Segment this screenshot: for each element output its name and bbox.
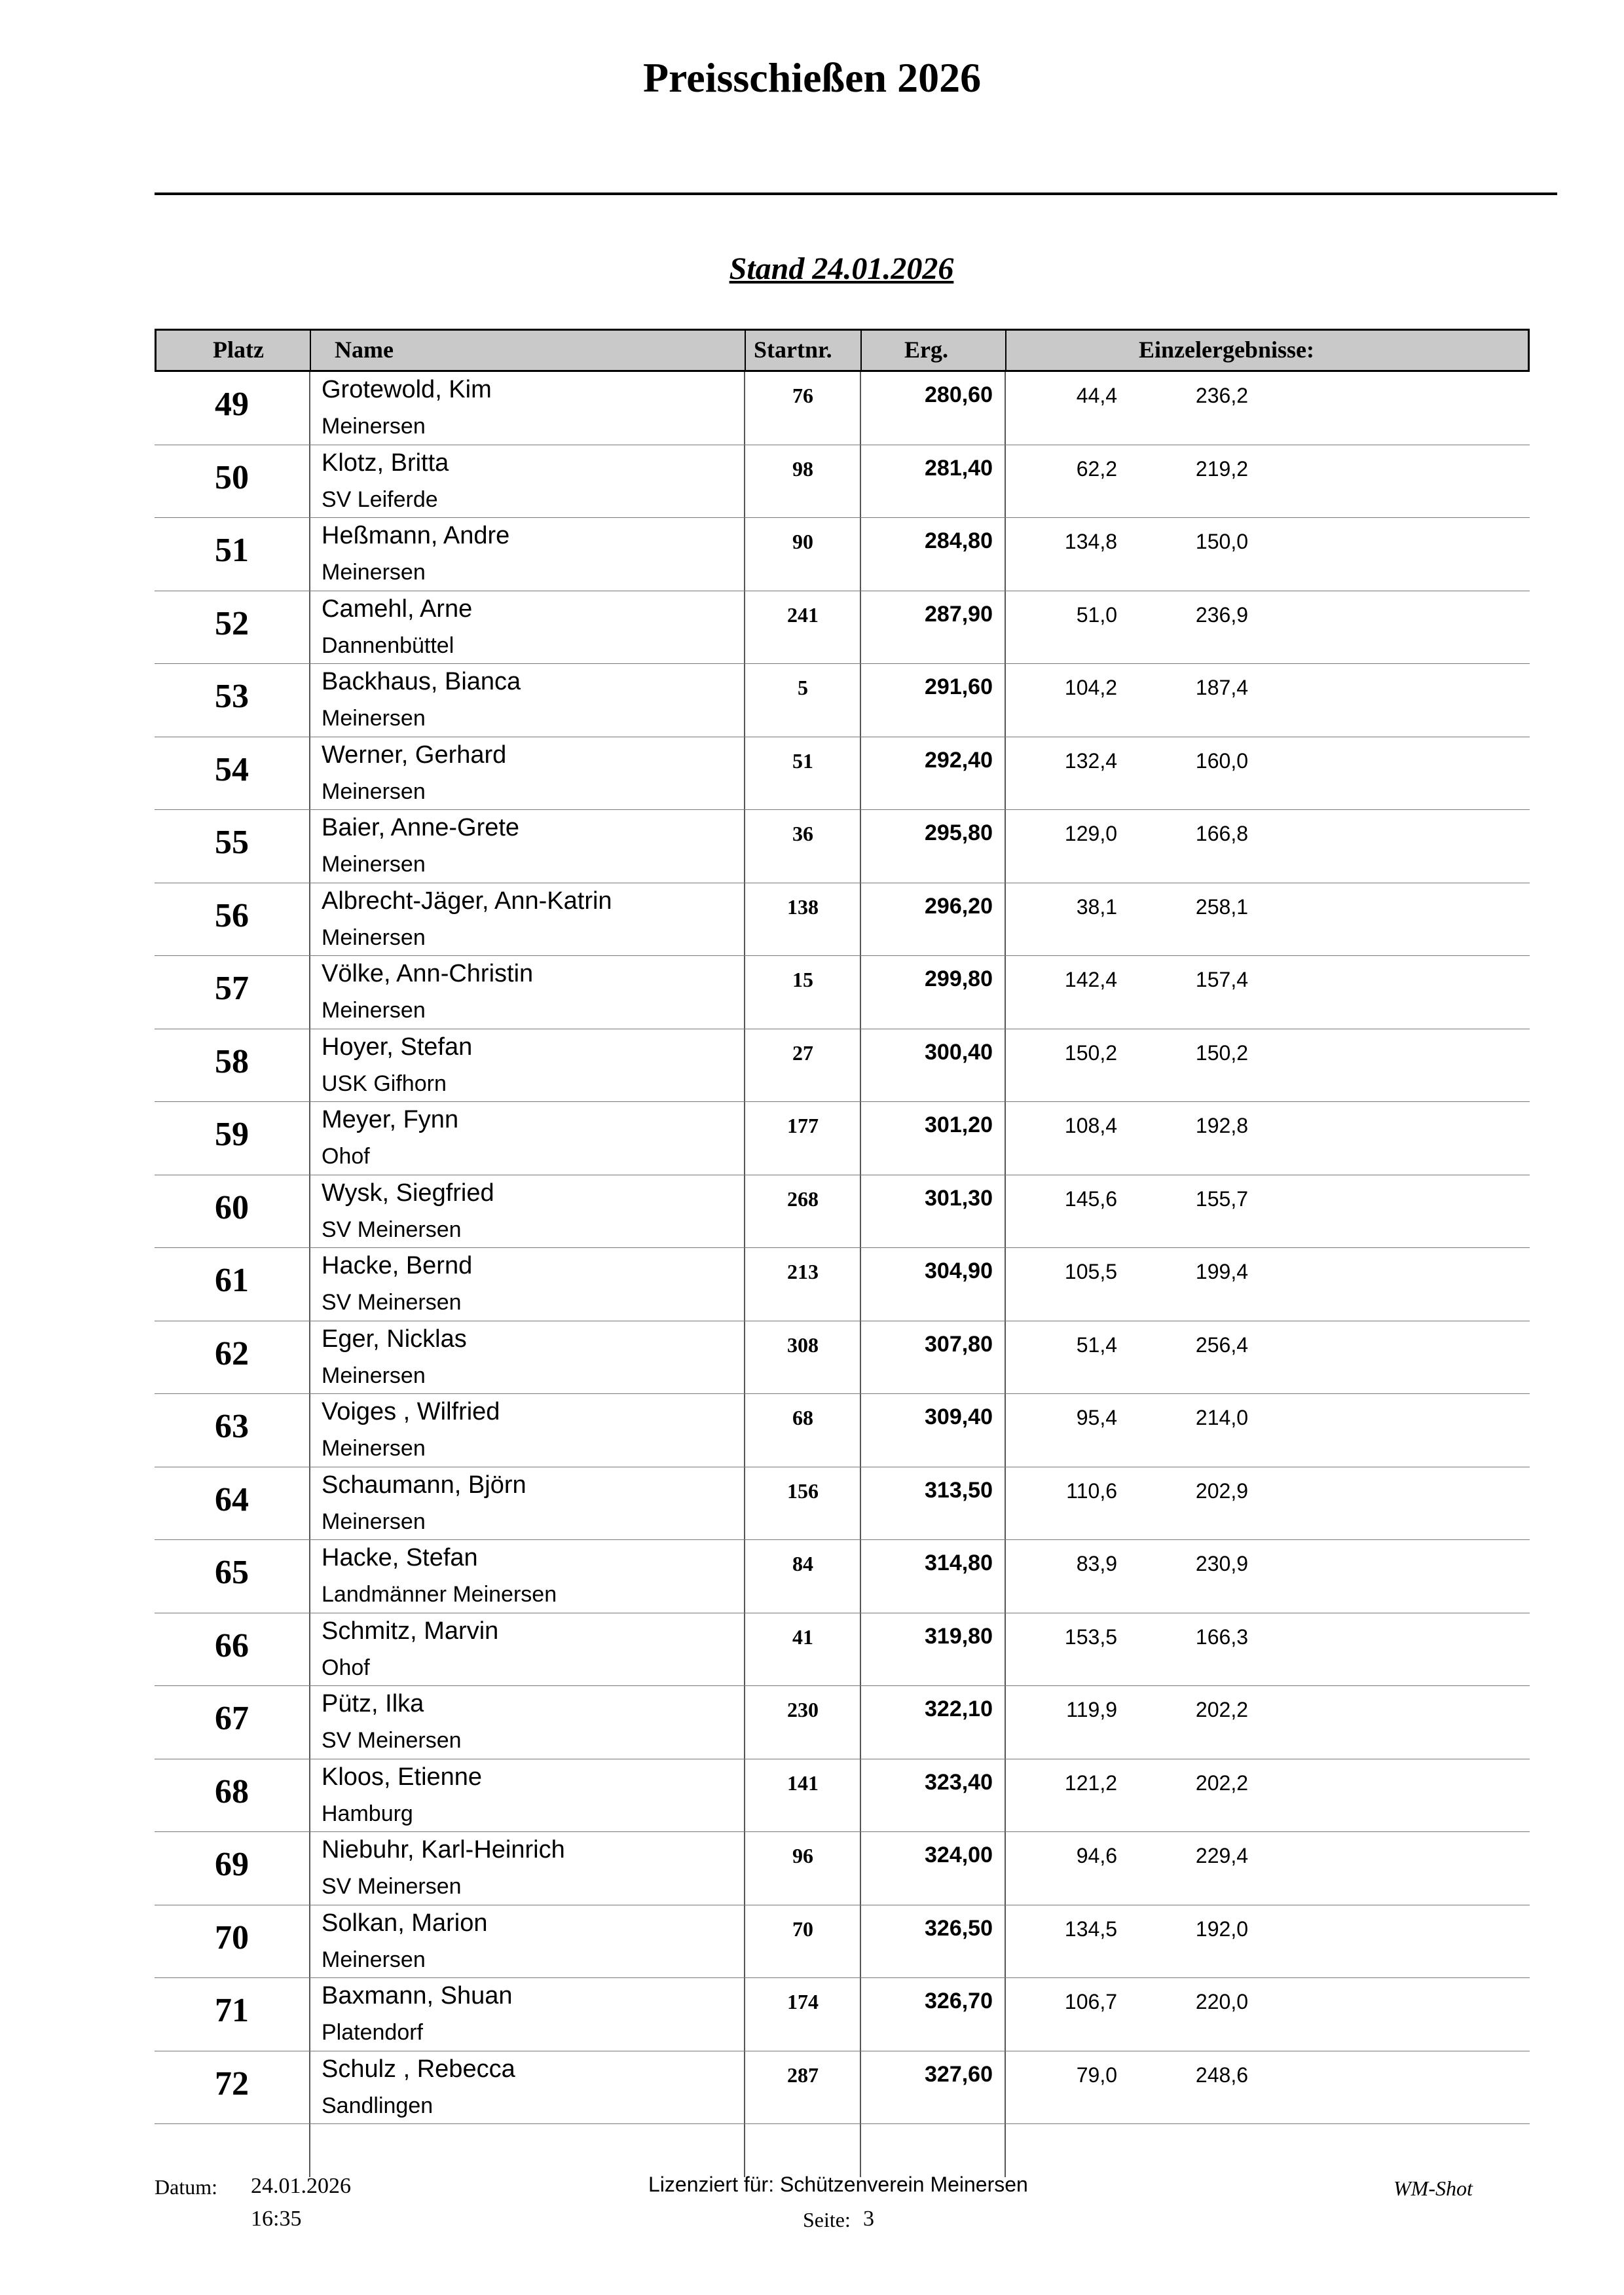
table-body — [155, 372, 1530, 2177]
platz-cell: 49 — [215, 386, 249, 423]
platz-cell: 70 — [215, 1919, 249, 1956]
header-divider — [860, 331, 862, 370]
page-title: Preisschießen 2026 — [642, 54, 982, 101]
table-row — [155, 1029, 1530, 1103]
einzelergebnis-2-cell: 256,4 — [1195, 1332, 1248, 1357]
platz-cell: 68 — [215, 1772, 249, 1810]
platz-cell: 63 — [215, 1408, 249, 1445]
table-row — [155, 1832, 1530, 1905]
footer-time: 16:35 — [251, 2207, 302, 2231]
table-row — [155, 1248, 1530, 1321]
einzelergebnis-2-cell: 150,2 — [1195, 1040, 1248, 1065]
table-row — [155, 1102, 1530, 1175]
einzelergebnis-2-cell: 150,0 — [1195, 530, 1248, 553]
club-cell: SV Meinersen — [322, 1217, 462, 1242]
table-row — [155, 737, 1530, 811]
ergebnis-cell: 304,90 — [925, 1258, 993, 1283]
einzelergebnis-1-cell: 108,4 — [1064, 1114, 1117, 1137]
ergebnis-cell: 307,80 — [925, 1331, 993, 1357]
ergebnis-cell: 292,40 — [925, 747, 993, 773]
einzelergebnis-2-cell: 219,2 — [1195, 456, 1248, 481]
einzelergebnis-1-cell: 104,2 — [1064, 676, 1117, 699]
club-cell: Meinersen — [322, 414, 426, 439]
club-cell: Meinersen — [322, 706, 426, 731]
platz-cell: 72 — [215, 2065, 249, 2102]
einzelergebnis-1-cell: 119,9 — [1066, 1698, 1117, 1721]
startnr-cell: 141 — [787, 1771, 819, 1795]
club-cell: Ohof — [322, 1144, 370, 1169]
name-cell: Hacke, Bernd — [322, 1252, 473, 1279]
footer-license: Lizenziert für: Schützenverein Meinersen — [648, 2173, 1028, 2196]
header-name: Name — [335, 337, 394, 363]
startnr-cell: 90 — [792, 530, 813, 553]
footer-page-label: Seite: — [803, 2208, 851, 2231]
einzelergebnis-2-cell: 199,4 — [1195, 1260, 1248, 1283]
title-divider — [155, 193, 1557, 195]
club-cell: USK Gifhorn — [322, 1071, 447, 1096]
einzelergebnis-2-cell: 160,0 — [1195, 748, 1248, 773]
name-cell: Baxmann, Shuan — [322, 1982, 513, 2010]
einzelergebnis-1-cell: 134,5 — [1064, 1917, 1117, 1941]
table-row — [155, 1540, 1530, 1613]
ergebnis-cell: 322,10 — [925, 1697, 993, 1721]
startnr-cell: 213 — [787, 1260, 819, 1283]
einzelergebnis-2-cell: 258,1 — [1195, 894, 1248, 919]
stand-heading: Stand 24.01.2026 — [729, 251, 954, 286]
platz-cell: 51 — [215, 532, 249, 569]
table-row — [155, 372, 1530, 445]
einzelergebnis-1-cell: 132,4 — [1064, 748, 1117, 773]
startnr-cell: 36 — [792, 822, 813, 845]
club-cell: Meinersen — [322, 1436, 426, 1461]
name-cell: Kloos, Etienne — [322, 1763, 483, 1791]
name-cell: Solkan, Marion — [322, 1909, 488, 1937]
einzelergebnis-1-cell: 150,2 — [1064, 1040, 1117, 1065]
club-cell: SV Meinersen — [322, 1874, 462, 1899]
ergebnis-cell: 280,60 — [925, 382, 993, 407]
name-cell: Klotz, Britta — [322, 449, 449, 477]
footer-software: WM-Shot — [1393, 2176, 1473, 2200]
ergebnis-cell: 301,30 — [925, 1185, 993, 1211]
einzelergebnis-2-cell: 202,2 — [1195, 1698, 1248, 1721]
platz-cell: 66 — [215, 1626, 249, 1664]
table-row — [155, 1394, 1530, 1467]
club-cell: SV Meinersen — [322, 1728, 462, 1753]
club-cell: Dannenbüttel — [322, 633, 454, 658]
einzelergebnis-2-cell: 214,0 — [1195, 1406, 1248, 1429]
name-cell: Werner, Gerhard — [322, 741, 507, 769]
startnr-cell: 177 — [787, 1114, 819, 1137]
platz-cell: 55 — [215, 824, 249, 861]
name-cell: Niebuhr, Karl-Heinrich — [322, 1836, 565, 1864]
einzelergebnis-2-cell: 192,8 — [1195, 1114, 1248, 1137]
platz-cell: 53 — [215, 678, 249, 715]
name-cell: Meyer, Fynn — [322, 1106, 459, 1133]
name-cell: Hoyer, Stefan — [322, 1033, 473, 1061]
footer-datum-label: Datum: — [155, 2175, 217, 2199]
name-cell: Pütz, Ilka — [322, 1690, 424, 1717]
table-row — [155, 1978, 1530, 2051]
platz-cell: 50 — [215, 458, 249, 496]
ergebnis-cell: 295,80 — [925, 820, 993, 845]
einzelergebnis-1-cell: 44,4 — [1076, 384, 1117, 407]
platz-cell: 67 — [215, 1700, 249, 1737]
platz-cell: 52 — [215, 604, 249, 642]
table-row — [155, 445, 1530, 519]
table-row — [155, 956, 1530, 1029]
platz-cell: 56 — [215, 896, 249, 934]
startnr-cell: 241 — [787, 602, 819, 627]
table-row — [155, 2051, 1530, 2125]
club-cell: SV Leiferde — [322, 487, 438, 512]
startnr-cell: 308 — [787, 1332, 819, 1357]
club-cell: Meinersen — [322, 852, 426, 877]
header-divider — [1005, 331, 1006, 370]
header-divider — [745, 331, 746, 370]
name-cell: Schmitz, Marvin — [322, 1617, 499, 1645]
startnr-cell: 96 — [792, 1844, 813, 1867]
ergebnis-cell: 314,80 — [925, 1551, 993, 1575]
startnr-cell: 5 — [798, 676, 808, 699]
footer-page-number: 3 — [863, 2207, 874, 2231]
startnr-cell: 174 — [787, 1990, 819, 2013]
startnr-cell: 138 — [787, 894, 819, 919]
einzelergebnis-2-cell: 187,4 — [1195, 676, 1248, 699]
einzelergebnis-1-cell: 95,4 — [1076, 1406, 1117, 1429]
startnr-cell: 70 — [792, 1917, 813, 1941]
einzelergebnis-1-cell: 121,2 — [1064, 1771, 1117, 1795]
einzelergebnis-1-cell: 79,0 — [1076, 2063, 1117, 2087]
einzelergebnis-1-cell: 129,0 — [1064, 822, 1117, 845]
ergebnis-cell: 323,40 — [925, 1769, 993, 1795]
table-row — [155, 1321, 1530, 1395]
club-cell: Meinersen — [322, 1947, 426, 1972]
ergebnis-cell: 326,70 — [925, 1989, 993, 2013]
club-cell: Meinersen — [322, 998, 426, 1023]
einzelergebnis-2-cell: 220,0 — [1195, 1990, 1248, 2013]
startnr-cell: 27 — [792, 1040, 813, 1065]
name-cell: Grotewold, Kim — [322, 376, 492, 403]
einzelergebnis-2-cell: 166,8 — [1195, 822, 1248, 845]
name-cell: Albrecht-Jäger, Ann-Katrin — [322, 887, 612, 915]
platz-cell: 64 — [215, 1480, 249, 1518]
club-cell: SV Meinersen — [322, 1290, 462, 1315]
club-cell: Meinersen — [322, 1363, 426, 1388]
table-row — [155, 1175, 1530, 1249]
startnr-cell: 156 — [787, 1478, 819, 1503]
header-startnr: Startnr. — [754, 337, 832, 363]
table-row — [155, 883, 1530, 957]
name-cell: Hacke, Stefan — [322, 1544, 478, 1571]
ergebnis-cell: 326,50 — [925, 1915, 993, 1941]
einzelergebnis-1-cell: 62,2 — [1076, 456, 1117, 481]
startnr-cell: 98 — [792, 456, 813, 481]
table-row — [155, 591, 1530, 665]
einzelergebnis-1-cell: 51,4 — [1076, 1332, 1117, 1357]
platz-cell: 60 — [215, 1188, 249, 1226]
startnr-cell: 84 — [792, 1552, 813, 1575]
table-row — [155, 1613, 1530, 1687]
einzelergebnis-1-cell: 134,8 — [1064, 530, 1117, 553]
name-cell: Heßmann, Andre — [322, 522, 510, 549]
platz-cell: 61 — [215, 1262, 249, 1299]
einzelergebnis-1-cell: 94,6 — [1076, 1844, 1117, 1867]
club-cell: Ohof — [322, 1655, 370, 1680]
name-cell: Voiges , Wilfried — [322, 1398, 500, 1425]
ergebnis-cell: 287,90 — [925, 601, 993, 627]
header-erg: Erg. — [904, 337, 948, 363]
platz-cell: 54 — [215, 750, 249, 788]
table-header — [155, 329, 1530, 372]
einzelergebnis-2-cell: 230,9 — [1195, 1552, 1248, 1575]
einzelergebnis-1-cell: 142,4 — [1064, 968, 1117, 991]
platz-cell: 59 — [215, 1116, 249, 1153]
startnr-cell: 68 — [792, 1406, 813, 1429]
club-cell: Landmänner Meinersen — [322, 1582, 557, 1607]
ergebnis-cell: 313,50 — [925, 1477, 993, 1503]
einzelergebnis-1-cell: 51,0 — [1076, 602, 1117, 627]
club-cell: Meinersen — [322, 560, 426, 585]
einzelergebnis-1-cell: 153,5 — [1064, 1625, 1117, 1649]
club-cell: Meinersen — [322, 1509, 426, 1534]
table-row — [155, 1467, 1530, 1541]
table-row — [155, 810, 1530, 883]
platz-cell: 71 — [215, 1992, 249, 2029]
name-cell: Völke, Ann-Christin — [322, 960, 534, 987]
ergebnis-cell: 300,40 — [925, 1039, 993, 1065]
table-row — [155, 518, 1530, 591]
ergebnis-cell: 319,80 — [925, 1623, 993, 1649]
ergebnis-cell: 301,20 — [925, 1112, 993, 1137]
table-row — [155, 664, 1530, 737]
header-einzelergebnisse: Einzelergebnisse: — [1139, 337, 1314, 363]
einzelergebnis-2-cell: 236,9 — [1195, 602, 1248, 627]
einzelergebnis-2-cell: 157,4 — [1195, 968, 1248, 991]
platz-cell: 57 — [215, 970, 249, 1007]
club-cell: Meinersen — [322, 779, 426, 804]
table-row — [155, 1759, 1530, 1833]
startnr-cell: 15 — [792, 968, 813, 991]
club-cell: Platendorf — [322, 2020, 423, 2045]
platz-cell: 69 — [215, 1846, 249, 1883]
startnr-cell: 268 — [787, 1186, 819, 1211]
platz-cell: 58 — [215, 1042, 249, 1080]
platz-cell: 65 — [215, 1554, 249, 1591]
name-cell: Baier, Anne-Grete — [322, 814, 520, 841]
results-table — [155, 329, 1530, 2177]
startnr-cell: 76 — [792, 384, 813, 407]
name-cell: Schaumann, Björn — [322, 1471, 526, 1499]
footer-date: 24.01.2026 — [251, 2174, 351, 2198]
ergebnis-cell: 281,40 — [925, 455, 993, 481]
einzelergebnis-2-cell: 236,2 — [1195, 384, 1248, 407]
club-cell: Sandlingen — [322, 2093, 434, 2118]
einzelergebnis-2-cell: 248,6 — [1195, 2063, 1248, 2087]
name-cell: Wysk, Siegfried — [322, 1179, 494, 1207]
einzelergebnis-2-cell: 202,9 — [1195, 1478, 1248, 1503]
ergebnis-cell: 296,20 — [925, 893, 993, 919]
startnr-cell: 230 — [787, 1698, 819, 1721]
header-platz: Platz — [213, 337, 264, 363]
einzelergebnis-1-cell: 38,1 — [1076, 894, 1117, 919]
club-cell: Hamburg — [322, 1801, 413, 1826]
name-cell: Schulz , Rebecca — [322, 2055, 515, 2083]
club-cell: Meinersen — [322, 925, 426, 950]
ergebnis-cell: 324,00 — [925, 1843, 993, 1867]
table-row — [155, 1905, 1530, 1979]
ergebnis-cell: 291,60 — [925, 674, 993, 699]
ergebnis-cell: 309,40 — [925, 1405, 993, 1429]
einzelergebnis-2-cell: 229,4 — [1195, 1844, 1248, 1867]
startnr-cell: 51 — [792, 748, 813, 773]
einzelergebnis-1-cell: 110,6 — [1066, 1478, 1117, 1503]
startnr-cell: 287 — [787, 2063, 819, 2087]
einzelergebnis-1-cell: 105,5 — [1064, 1260, 1117, 1283]
platz-cell: 62 — [215, 1334, 249, 1372]
ergebnis-cell: 299,80 — [925, 966, 993, 991]
einzelergebnis-2-cell: 202,2 — [1195, 1771, 1248, 1795]
table-row — [155, 1686, 1530, 1759]
name-cell: Camehl, Arne — [322, 595, 473, 623]
header-divider — [310, 331, 311, 370]
name-cell: Eger, Nicklas — [322, 1325, 467, 1353]
ergebnis-cell: 284,80 — [925, 528, 993, 553]
ergebnis-cell: 327,60 — [925, 2061, 993, 2087]
einzelergebnis-1-cell: 145,6 — [1064, 1186, 1117, 1211]
name-cell: Backhaus, Bianca — [322, 668, 521, 695]
einzelergebnis-2-cell: 155,7 — [1195, 1186, 1248, 1211]
einzelergebnis-1-cell: 106,7 — [1064, 1990, 1117, 2013]
einzelergebnis-2-cell: 166,3 — [1195, 1625, 1248, 1649]
startnr-cell: 41 — [792, 1625, 813, 1649]
einzelergebnis-2-cell: 192,0 — [1195, 1917, 1248, 1941]
einzelergebnis-1-cell: 83,9 — [1076, 1552, 1117, 1575]
